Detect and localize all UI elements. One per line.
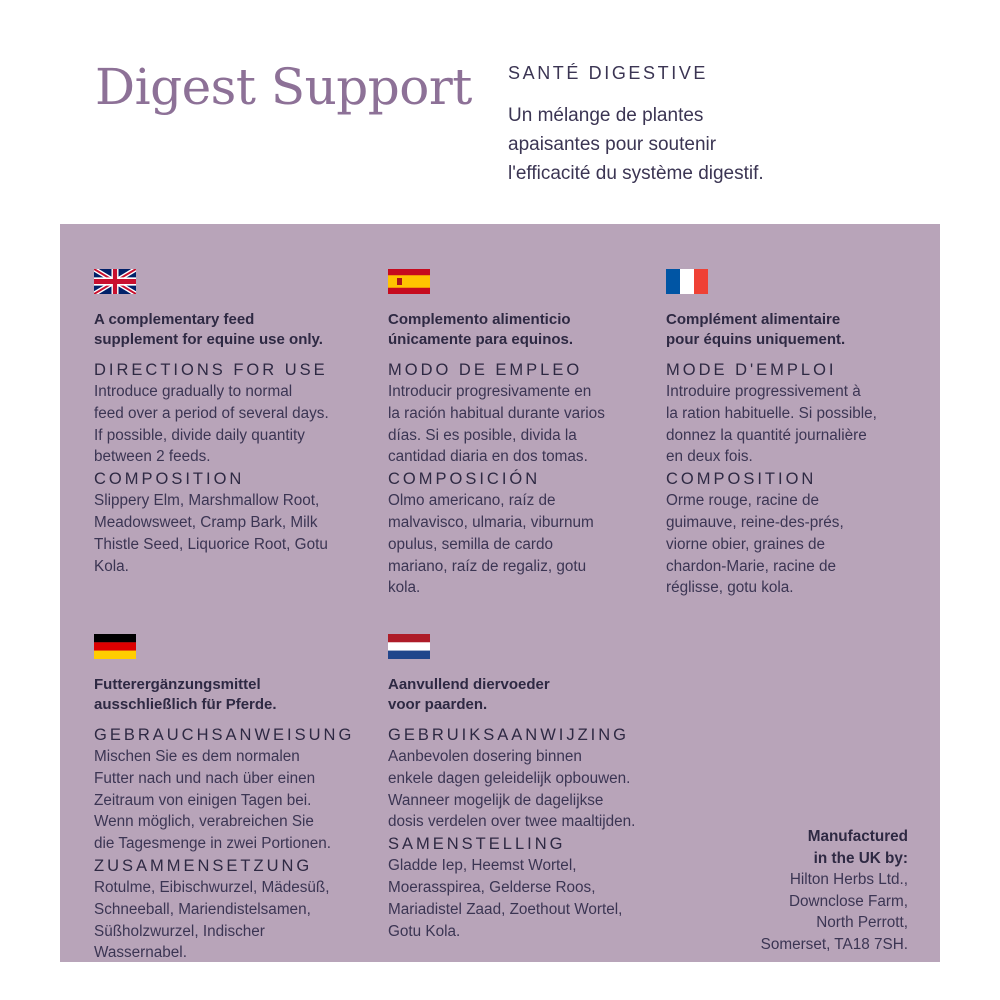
spain-flag-icon: [388, 269, 430, 294]
lead-line: Futterergänzungsmittel: [94, 676, 261, 693]
lead-line: voor paarden.: [388, 696, 488, 713]
body-line: mariano, raíz de regaliz, gotu: [388, 557, 587, 575]
france-flag-icon: [666, 269, 708, 294]
body-line: Moerasspirea, Gelderse Roos,: [388, 878, 596, 896]
lead-line: ausschließlich für Pferde.: [94, 696, 277, 713]
section-lead: [666, 310, 956, 350]
body-line: guimauve, reine-des-prés,: [666, 513, 844, 531]
tagline-line: apaisantes pour soutenir: [508, 134, 717, 155]
composition-heading: ZUSAMMENSETZUNG: [94, 856, 313, 875]
body-line: chardon-Marie, racine de: [666, 557, 837, 575]
composition-text: [388, 855, 678, 942]
netherlands-flag-icon: [388, 634, 430, 659]
body-line: between 2 feeds.: [94, 448, 211, 466]
section-dutch: [388, 634, 678, 942]
body-line: Gladde Iep, Heemst Wortel,: [388, 857, 577, 875]
product-subtitle: SANTÉ DIGESTIVE: [508, 63, 709, 83]
section-spanish: [388, 269, 678, 599]
body-line: Aanbevolen dosering binnen: [388, 748, 582, 765]
section-lead: [94, 310, 384, 350]
body-line: Süßholzwurzel, Indischer: [94, 922, 265, 940]
body-line: feed over a period of several days.: [94, 404, 329, 422]
directions-text: [94, 381, 384, 468]
lead-line: A complementary feed: [94, 311, 255, 328]
address-line: Downclose Farm,: [788, 892, 908, 910]
directions-heading: GEBRAUCHSANWEISUNG: [94, 726, 355, 744]
composition-text: [94, 490, 384, 577]
body-line: Introducir progresivamente en: [388, 383, 592, 400]
body-line: Mariadistel Zaad, Zoethout Wortel,: [388, 900, 623, 918]
body-line: Kola.: [94, 557, 129, 575]
section-german: [94, 634, 384, 964]
body-line: Introduire progressivement à: [666, 383, 861, 400]
composition-text: [94, 877, 384, 964]
body-line: Wassernabel.: [94, 944, 187, 962]
directions-text: [94, 746, 384, 855]
info-panel: [60, 224, 940, 962]
body-line: die Tagesmenge in zwei Portionen.: [94, 835, 331, 853]
body-line: Wenn möglich, verabreichen Sie: [94, 813, 314, 831]
body-line: Slippery Elm, Marshmallow Root,: [94, 492, 320, 510]
body-line: Introduce gradually to normal: [94, 383, 293, 400]
body-line: la ración habitual durante varios: [388, 404, 605, 422]
lead-line: Complément alimentaire: [666, 311, 841, 328]
product-tagline: [508, 101, 838, 188]
tagline-line: l'efficacité du système digestif.: [508, 163, 764, 184]
manufacturer-heading: [761, 826, 908, 869]
body-line: Zeitraum von einigen Tagen bei.: [94, 791, 312, 809]
section-french: [666, 269, 956, 599]
body-line: Rotulme, Eibischwurzel, Mädesüß,: [94, 878, 330, 896]
composition-text: [388, 490, 678, 599]
body-line: Thistle Seed, Liquorice Root, Gotu: [94, 535, 328, 553]
composition-heading: SAMENSTELLING: [388, 835, 566, 854]
body-line: Wanneer mogelijk de dagelijkse: [388, 791, 604, 809]
body-line: donnez la quantité journalière: [666, 426, 867, 444]
directions-text: [388, 381, 678, 468]
directions-heading: DIRECTIONS FOR USE: [94, 361, 328, 379]
directions-heading: GEBRUIKSAANWIJZING: [388, 726, 630, 744]
section-lead: [388, 310, 678, 350]
lead-line: supplement for equine use only.: [94, 331, 323, 348]
address-line: Somerset, TA18 7SH.: [760, 935, 908, 953]
address-line: Hilton Herbs Ltd.,: [789, 871, 908, 888]
composition-heading: COMPOSICIÓN: [388, 470, 541, 489]
address-line: North Perrott,: [816, 914, 908, 931]
lead-line: Complemento alimenticio: [388, 311, 571, 328]
directions-text: [666, 381, 956, 468]
body-line: malvavisco, ulmaria, viburnum: [388, 513, 594, 531]
germany-flag-icon: [94, 634, 136, 659]
body-line: Schneeball, Mariendistelsamen,: [94, 900, 311, 918]
manufacturer-address: [761, 869, 908, 955]
body-line: Orme rouge, racine de: [666, 492, 820, 510]
composition-heading: COMPOSITION: [94, 470, 245, 489]
product-title: Digest Support: [95, 58, 472, 116]
section-lead: [388, 675, 678, 715]
tagline-line: Un mélange de plantes: [508, 105, 704, 126]
body-line: viorne obier, graines de: [666, 535, 826, 553]
heading-line: in the UK by:: [813, 849, 908, 867]
body-line: cantidad diaria en dos tomas.: [388, 448, 588, 466]
composition-text: [666, 490, 956, 599]
body-line: Olmo americano, raíz de: [388, 492, 556, 510]
body-line: If possible, divide daily quantity: [94, 426, 305, 444]
lead-line: Aanvullend diervoeder: [388, 676, 550, 693]
uk-flag-icon: [94, 269, 136, 294]
body-line: días. Si es posible, divida la: [388, 426, 577, 444]
heading-line: Manufactured: [807, 828, 908, 845]
manufacturer-info: [761, 826, 908, 955]
section-english: [94, 269, 384, 577]
body-line: réglisse, gotu kola.: [666, 579, 794, 597]
body-line: kola.: [388, 579, 421, 597]
body-line: Mischen Sie es dem normalen: [94, 748, 300, 765]
body-line: Meadowsweet, Cramp Bark, Milk: [94, 513, 318, 531]
body-line: la ration habituelle. Si possible,: [666, 404, 877, 422]
body-line: Gotu Kola.: [388, 922, 461, 940]
directions-heading: MODE D'EMPLOI: [666, 361, 837, 379]
body-line: dosis verdelen over twee maaltijden.: [388, 813, 636, 831]
body-line: enkele dagen geleidelijk opbouwen.: [388, 769, 631, 787]
section-lead: [94, 675, 384, 715]
lead-line: pour équins uniquement.: [666, 331, 846, 348]
composition-heading: COMPOSITION: [666, 470, 817, 489]
lead-line: únicamente para equinos.: [388, 331, 574, 348]
body-line: opulus, semilla de cardo: [388, 535, 553, 553]
directions-heading: MODO DE EMPLEO: [388, 361, 583, 379]
body-line: Futter nach und nach über einen: [94, 769, 316, 787]
body-line: en deux fois.: [666, 448, 753, 466]
directions-text: [388, 746, 678, 833]
